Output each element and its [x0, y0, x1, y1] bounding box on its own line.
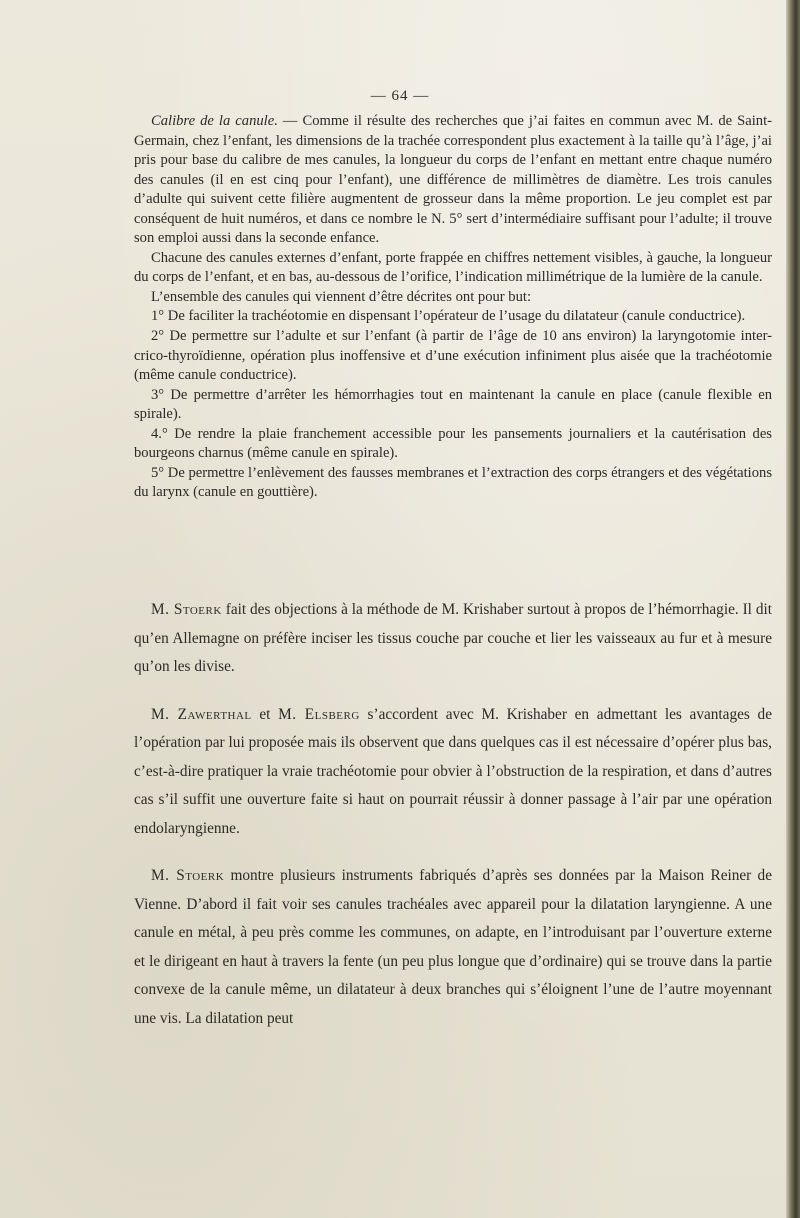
list-item: 1° De faciliter la trachéotomie en dispensant l’opérateur de l’usage du dilatateur (canule conductrice).	[151, 308, 746, 325]
paragraph-calibre	[134, 112, 772, 249]
paragraph-gap	[134, 843, 772, 862]
section-title: Calibre de la canule.	[151, 113, 278, 129]
paragraph-text: montre plusieurs instruments fabriqués d’après ses données par la Maison Reiner de Vienne. D’abord il fait voir ses canules trachéales avec appareil pour la dilatation laryngienne. A une canule en métal, à peu près comme les communes, on adapte, en l’introduisant par l’ouverture externe et le dirigeant en haut à travers la fente (un peu plus longue que d’ordinaire) qui se trouve dans la partie convexe de la canule même, un dilatateur à deux branches qui s’éloignent l’une de l’autre moyennant une vis. La dilatation peut	[134, 867, 772, 1027]
speaker-name: M. Stoerk	[151, 867, 225, 884]
speaker-name: M. Zawerthal	[151, 705, 252, 723]
speaker-name: M. Elsberg	[278, 705, 360, 723]
list-item: 2° De permettre sur l’adulte et sur l’enfant (à partir de l’âge de 10 ans environ) la laryngotomie inter-crico-thyroïdienne, opération plus inoffensive et d’une exécution infiniment plus aisée que la trachéotomie (même canule conductrice).	[134, 328, 772, 384]
paragraph-text: fait des objections à la méthode de M. Krishaber surtout à propos de l’hémorrhagie. Il dit qu’en Allemagne on préfère inciser les tissus couche par couche et lier les vaisseaux au fur et à mesure qu’on les divise.	[134, 601, 772, 675]
paragraph-gap	[134, 682, 772, 701]
paragraph-stoerk-objections	[134, 596, 772, 682]
paragraph-text: s’accordent avec M. Krishaber en admettant les avantages de l’opération par lui proposée mais ils observent que dans quelques cas il est nécessaire d’opérer plus bas, c’est-à-dire pratiquer la vraie trachéotomie pour obvier à l’obstruction de la respiration, et dans d’autres cas s’il suffit une ouverture faite si haut on pourrait réussir à donner passage à l’air par une opération endolaryngienne.	[134, 705, 772, 837]
section-calibre-canule	[134, 112, 772, 503]
section-discussion	[134, 596, 772, 1033]
paragraph-text: — Comme il résulte des recherches que j’ai faites en commun avec M. de Saint-Germain, chez l’enfant, les dimensions de la trachée correspondent plus exactement à la taille qu’à l’âge, j’ai pris pour base du calibre de mes canules, la longueur du corps de l’enfant en mettant entre chaque numéro des canules (il en est cinq pour l’enfant), une différence de millimètres de diamètre. Les trois canules d’adulte qui suivent cette filière augmentent de grosseur dans la même proportion. Le jeu complet est par conséquent de huit numéros, et dans ce nombre le N. 5° sert d’intermédiaire suffisant pour l’adulte; il trouve son emploi aussi dans la seconde enfance.	[134, 113, 773, 247]
paragraph-zawerthal-elsberg	[134, 701, 772, 844]
list-item: 5° De permettre l’enlèvement des fausses membranes et l’extraction des corps étrangers et des végétations du larynx (canule en gouttière).	[134, 464, 772, 501]
list-item: 3° De permettre d’arrêter les hémorrhagies tout en maintenant la canule en place (canule flexible en spirale).	[134, 386, 772, 423]
connector-text: et	[251, 705, 279, 723]
page-number: — 64 —	[370, 88, 430, 104]
speaker-name: M. Stoerk	[151, 601, 222, 618]
list-item: 4.° De rendre la plaie franchement accessible pour les pansements journaliers et la cautérisation des bourgeons charnus (même canule en spirale).	[134, 425, 772, 462]
book-spine-edge	[786, 0, 800, 1218]
paragraph-chiffres: Chacune des canules externes d’enfant, porte frappée en chiffres nettement visibles, à gauche, la longueur du corps de l’enfant, et en bas, au-dessous de l’orifice, l’indication millimétrique de la lumière de la canule.	[134, 249, 772, 286]
paragraph-stoerk-instruments	[134, 862, 772, 1033]
paragraph-but: L’ensemble des canules qui viennent d’être décrites ont pour but:	[151, 288, 531, 305]
